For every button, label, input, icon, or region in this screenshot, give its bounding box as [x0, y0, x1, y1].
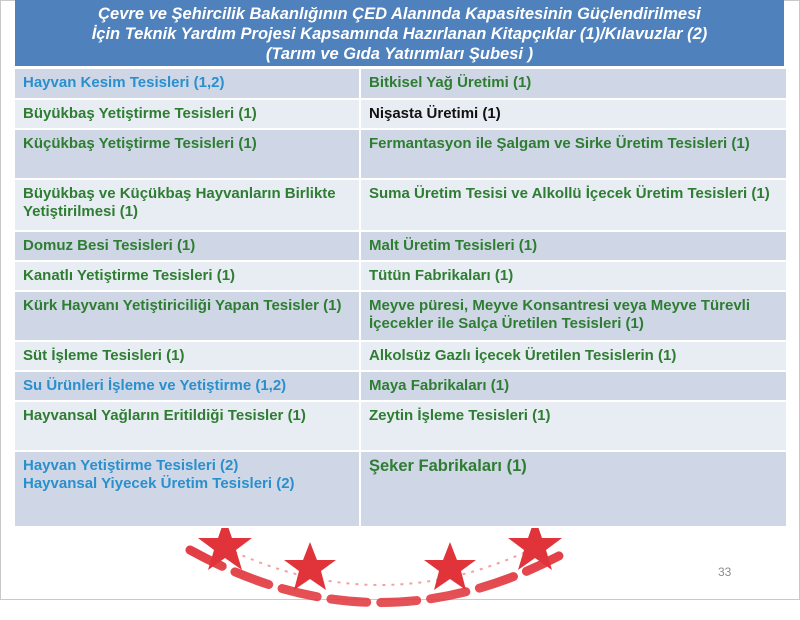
booklet-list [15, 69, 786, 528]
title-line-1: Çevre ve Şehircilik Bakanlığının ÇED Alanında Kapasitesinin Güçlendirilmesi [98, 5, 701, 23]
row-right-cell: Suma Üretim Tesisi ve Alkollü İçecek Üretim Tesisleri (1) [360, 179, 786, 231]
row-left-cell: Büyükbaş ve Küçükbaş Hayvanların Birlikte Yetiştirilmesi (1) [15, 179, 360, 231]
page-number: 33 [718, 565, 732, 579]
table-row [15, 129, 786, 179]
row-left-cell: Su Ürünleri İşleme ve Yetiştirme (1,2) [15, 371, 360, 401]
row-right-cell: Nişasta Üretimi (1) [360, 99, 786, 129]
row-left-cell [15, 451, 360, 527]
row-left-cell: Hayvan Kesim Tesisleri (1,2) [15, 69, 360, 99]
row-right-cell: Malt Üretim Tesisleri (1) [360, 231, 786, 261]
table-row [15, 401, 786, 451]
row-left-cell: Kanatlı Yetiştirme Tesisleri (1) [15, 261, 360, 291]
row-right-cell: Tütün Fabrikaları (1) [360, 261, 786, 291]
row-right-cell: Alkolsüz Gazlı İçecek Üretilen Tesislerin (1) [360, 341, 786, 371]
booklet-table [15, 0, 784, 528]
table-row [15, 451, 786, 527]
table-row [15, 341, 786, 371]
row-right-cell: Şeker Fabrikaları (1) [360, 451, 786, 527]
row-right-cell: Maya Fabrikaları (1) [360, 371, 786, 401]
table-row [15, 99, 786, 129]
table-row [15, 179, 786, 231]
row-left-line-1: Hayvan Yetiştirme Tesisleri (2) [23, 457, 239, 474]
title-line-3: (Tarım ve Gıda Yatırımları Şubesi ) [265, 45, 534, 63]
row-right-cell: Fermantasyon ile Şalgam ve Sirke Üretim Tesisleri (1) [360, 129, 786, 179]
table-row [15, 69, 786, 99]
row-left-line-2: Hayvansal Yiyecek Üretim Tesisleri (2) [23, 475, 295, 492]
row-left-cell: Kürk Hayvanı Yetiştiriciliği Yapan Tesisler (1) [15, 291, 360, 341]
row-right-cell: Zeytin İşleme Tesisleri (1) [360, 401, 786, 451]
row-left-cell: Domuz Besi Tesisleri (1) [15, 231, 360, 261]
title-line-2: İçin Teknik Yardım Projesi Kapsamında Hazırlanan Kitapçıklar (1)/Kılavuzlar (2) [91, 25, 708, 43]
row-left-cell: Hayvansal Yağların Eritildiği Tesisler (1) [15, 401, 360, 451]
row-right-cell: Meyve püresi, Meyve Konsantresi veya Meyve Türevli İçecekler ile Salça Üretilen Tesisleri (1) [360, 291, 786, 341]
row-left-cell: Süt İşleme Tesisleri (1) [15, 341, 360, 371]
row-left-cell: Küçükbaş Yetiştirme Tesisleri (1) [15, 129, 360, 179]
row-right-cell: Bitkisel Yağ Üretimi (1) [360, 69, 786, 99]
table-title [15, 0, 784, 69]
row-left-cell: Büyükbaş Yetiştirme Tesisleri (1) [15, 99, 360, 129]
table-row [15, 291, 786, 341]
table-row [15, 261, 786, 291]
table-row [15, 371, 786, 401]
table-row [15, 231, 786, 261]
